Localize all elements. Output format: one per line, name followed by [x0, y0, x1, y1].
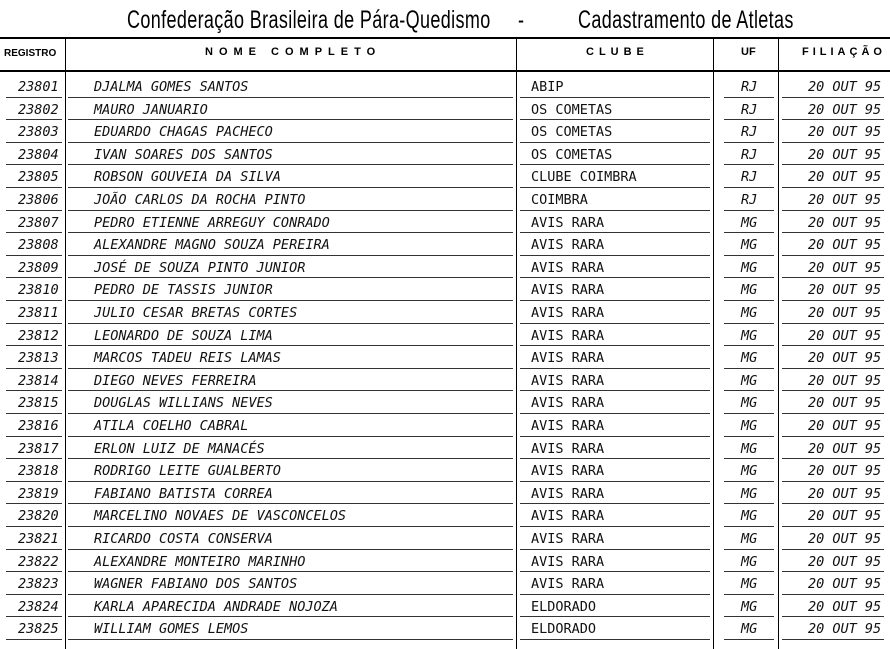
name-cell: KARLA APARECIDA ANDRADE NOJOZA — [94, 598, 338, 615]
state-cell: RJ — [741, 146, 758, 163]
name-cell: WAGNER FABIANO DOS SANTOS — [94, 576, 298, 593]
registro-cell: 23810 — [18, 282, 59, 299]
affiliation-date-cell: 20 OUT 95 — [808, 305, 882, 321]
row-rule — [6, 390, 62, 391]
row-rule — [724, 345, 774, 346]
row-rule — [520, 571, 710, 572]
row-rule — [520, 390, 710, 391]
row-rule — [520, 187, 710, 188]
name-cell: PEDRO ETIENNE ARREGUY CONRADO — [94, 214, 330, 231]
state-cell: RJ — [741, 192, 758, 208]
name-cell: ALEXANDRE MONTEIRO MARINHO — [94, 553, 306, 570]
row-rule — [6, 458, 62, 459]
row-rule — [68, 368, 513, 369]
row-rule — [782, 503, 884, 504]
column-header-registro: REGISTRO — [4, 48, 57, 59]
row-rule — [520, 616, 710, 617]
club-cell: AVIS RARA — [531, 327, 605, 344]
state-cell: MG — [741, 485, 758, 502]
name-cell: RICARDO COSTA CONSERVA — [94, 531, 273, 547]
row-rule — [782, 300, 884, 301]
table-row — [0, 234, 890, 257]
club-cell: AVIS RARA — [531, 485, 605, 502]
registro-cell: 23804 — [18, 146, 59, 163]
row-rule — [520, 639, 710, 640]
state-cell: MG — [741, 463, 758, 480]
table-row — [0, 483, 890, 506]
registro-cell: 23819 — [18, 485, 59, 502]
row-rule — [782, 277, 884, 278]
club-cell: AVIS RARA — [531, 440, 605, 457]
state-cell: MG — [741, 327, 758, 344]
row-rule — [6, 549, 62, 550]
row-rule — [782, 526, 884, 527]
row-rule — [6, 639, 62, 640]
club-cell: ELDORADO — [531, 598, 597, 615]
table-row — [0, 596, 890, 619]
row-rule — [520, 549, 710, 550]
row-rule — [724, 142, 774, 143]
name-cell: PEDRO DE TASSIS JUNIOR — [94, 282, 273, 299]
row-rule — [68, 210, 513, 211]
state-cell: MG — [741, 621, 758, 638]
row-rule — [782, 119, 884, 120]
name-cell: FABIANO BATISTA CORREA — [94, 485, 273, 502]
state-cell: RJ — [741, 169, 758, 186]
name-cell: MARCELINO NOVAES DE VASCONCELOS — [94, 508, 346, 525]
row-rule — [782, 323, 884, 324]
registro-cell: 23821 — [18, 531, 59, 547]
row-rule — [724, 119, 774, 120]
row-rule — [68, 300, 513, 301]
table-row — [0, 460, 890, 483]
registro-cell: 23807 — [18, 214, 59, 231]
affiliation-date-cell: 20 OUT 95 — [808, 101, 882, 118]
affiliation-date-cell: 20 OUT 95 — [808, 146, 882, 163]
registro-cell: 23802 — [18, 101, 59, 118]
registro-cell: 23817 — [18, 440, 59, 457]
row-rule — [520, 142, 710, 143]
row-rule — [6, 345, 62, 346]
row-rule — [6, 616, 62, 617]
row-rule — [520, 277, 710, 278]
row-rule — [6, 323, 62, 324]
row-rule — [68, 616, 513, 617]
club-cell: COIMBRA — [531, 192, 588, 208]
name-cell: JULIO CESAR BRETAS CORTES — [94, 305, 298, 321]
table-row — [0, 392, 890, 415]
name-cell: IVAN SOARES DOS SANTOS — [94, 146, 273, 163]
row-rule — [520, 436, 710, 437]
registro-cell: 23815 — [18, 395, 59, 412]
club-cell: ELDORADO — [531, 621, 597, 638]
affiliation-date-cell: 20 OUT 95 — [808, 598, 882, 615]
row-rule — [782, 549, 884, 550]
column-header-filiacao: FILIAÇÃO — [802, 46, 886, 58]
row-rule — [6, 368, 62, 369]
row-rule — [6, 436, 62, 437]
registro-cell: 23813 — [18, 350, 59, 367]
row-rule — [68, 481, 513, 482]
table-row — [0, 76, 890, 99]
row-rule — [724, 526, 774, 527]
row-rule — [520, 345, 710, 346]
row-rule — [782, 255, 884, 256]
state-cell: MG — [741, 553, 758, 570]
row-rule — [782, 232, 884, 233]
row-rule — [6, 210, 62, 211]
row-rule — [782, 210, 884, 211]
row-rule — [724, 639, 774, 640]
row-rule — [520, 210, 710, 211]
name-cell: LEONARDO DE SOUZA LIMA — [94, 327, 273, 344]
affiliation-date-cell: 20 OUT 95 — [808, 531, 882, 547]
row-rule — [68, 277, 513, 278]
column-header-clube: CLUBE — [586, 46, 649, 58]
row-rule — [724, 164, 774, 165]
affiliation-date-cell: 20 OUT 95 — [808, 440, 882, 457]
row-rule — [520, 526, 710, 527]
name-cell: DOUGLAS WILLIANS NEVES — [94, 395, 273, 412]
name-cell: ERLON LUIZ DE MANACÉS — [94, 440, 265, 457]
row-rule — [68, 255, 513, 256]
column-header-nome: NOME COMPLETO — [205, 46, 382, 58]
affiliation-date-cell: 20 OUT 95 — [808, 553, 882, 570]
table-row — [0, 212, 890, 235]
name-cell: RODRIGO LEITE GUALBERTO — [94, 463, 281, 480]
row-rule — [724, 300, 774, 301]
state-cell: MG — [741, 440, 758, 457]
document-title: Cadastramento de Atletas — [578, 6, 794, 34]
table-row — [0, 144, 890, 167]
affiliation-date-cell: 20 OUT 95 — [808, 463, 882, 480]
row-rule — [724, 323, 774, 324]
row-rule — [68, 571, 513, 572]
row-rule — [724, 97, 774, 98]
row-rule — [782, 345, 884, 346]
club-cell: AVIS RARA — [531, 395, 605, 412]
registro-cell: 23805 — [18, 169, 59, 186]
registro-cell: 23811 — [18, 305, 59, 321]
name-cell: JOSÉ DE SOUZA PINTO JUNIOR — [94, 259, 306, 276]
table-row — [0, 528, 890, 551]
affiliation-date-cell: 20 OUT 95 — [808, 169, 882, 186]
row-rule — [724, 436, 774, 437]
name-cell: DIEGO NEVES FERREIRA — [94, 372, 257, 389]
table-row — [0, 99, 890, 122]
row-rule — [68, 436, 513, 437]
row-rule — [520, 255, 710, 256]
table-header — [0, 39, 890, 72]
club-cell: AVIS RARA — [531, 372, 605, 389]
row-rule — [68, 594, 513, 595]
row-rule — [520, 594, 710, 595]
state-cell: RJ — [741, 79, 758, 95]
club-cell: AVIS RARA — [531, 214, 605, 231]
registro-cell: 23820 — [18, 508, 59, 525]
row-rule — [520, 97, 710, 98]
row-rule — [6, 503, 62, 504]
row-rule — [724, 549, 774, 550]
column-header-uf: UF — [741, 46, 756, 58]
row-rule — [724, 277, 774, 278]
row-rule — [782, 142, 884, 143]
table-row — [0, 618, 890, 641]
row-rule — [6, 164, 62, 165]
row-rule — [68, 97, 513, 98]
row-rule — [68, 187, 513, 188]
club-cell: OS COMETAS — [531, 124, 613, 141]
affiliation-date-cell: 20 OUT 95 — [808, 395, 882, 412]
row-rule — [782, 368, 884, 369]
row-rule — [6, 232, 62, 233]
affiliation-date-cell: 20 OUT 95 — [808, 372, 882, 389]
registro-cell: 23808 — [18, 237, 59, 254]
affiliation-date-cell: 20 OUT 95 — [808, 237, 882, 254]
row-rule — [6, 571, 62, 572]
row-rule — [6, 277, 62, 278]
club-cell: AVIS RARA — [531, 463, 605, 480]
registro-cell: 23816 — [18, 418, 59, 434]
row-rule — [520, 413, 710, 414]
table-row — [0, 438, 890, 461]
affiliation-date-cell: 20 OUT 95 — [808, 79, 882, 95]
registro-cell: 23801 — [18, 79, 59, 95]
club-cell: AVIS RARA — [531, 237, 605, 254]
registro-cell: 23825 — [18, 621, 59, 638]
club-cell: AVIS RARA — [531, 305, 605, 321]
registro-cell: 23823 — [18, 576, 59, 593]
club-cell: AVIS RARA — [531, 350, 605, 367]
row-rule — [6, 413, 62, 414]
state-cell: RJ — [741, 101, 758, 118]
table-row — [0, 121, 890, 144]
affiliation-date-cell: 20 OUT 95 — [808, 508, 882, 525]
row-rule — [68, 458, 513, 459]
registro-cell: 23824 — [18, 598, 59, 615]
state-cell: MG — [741, 259, 758, 276]
title-separator: - — [518, 6, 525, 34]
registro-cell: 23809 — [18, 259, 59, 276]
table-row — [0, 415, 890, 438]
row-rule — [6, 481, 62, 482]
registro-cell: 23812 — [18, 327, 59, 344]
row-rule — [724, 571, 774, 572]
name-cell: EDUARDO CHAGAS PACHECO — [94, 124, 273, 141]
registro-cell: 23803 — [18, 124, 59, 141]
row-rule — [68, 142, 513, 143]
row-rule — [782, 413, 884, 414]
row-rule — [782, 594, 884, 595]
name-cell: ROBSON GOUVEIA DA SILVA — [94, 169, 281, 186]
state-cell: MG — [741, 576, 758, 593]
row-rule — [520, 368, 710, 369]
row-rule — [782, 97, 884, 98]
row-rule — [6, 142, 62, 143]
row-rule — [520, 458, 710, 459]
document-header — [0, 4, 890, 36]
row-rule — [782, 458, 884, 459]
row-rule — [782, 164, 884, 165]
row-rule — [724, 616, 774, 617]
table-row — [0, 189, 890, 212]
row-rule — [520, 164, 710, 165]
row-rule — [782, 571, 884, 572]
affiliation-date-cell: 20 OUT 95 — [808, 282, 882, 299]
row-rule — [782, 639, 884, 640]
registro-cell: 23806 — [18, 192, 59, 208]
state-cell: MG — [741, 598, 758, 615]
row-rule — [782, 187, 884, 188]
club-cell: AVIS RARA — [531, 282, 605, 299]
affiliation-date-cell: 20 OUT 95 — [808, 124, 882, 141]
table-row — [0, 551, 890, 574]
row-rule — [6, 97, 62, 98]
state-cell: RJ — [741, 124, 758, 141]
table-row — [0, 370, 890, 393]
row-rule — [724, 458, 774, 459]
club-cell: AVIS RARA — [531, 576, 605, 593]
row-rule — [724, 368, 774, 369]
row-rule — [68, 549, 513, 550]
club-cell: ABIP — [531, 79, 564, 95]
name-cell: ALEXANDRE MAGNO SOUZA PEREIRA — [94, 237, 330, 254]
table-row — [0, 505, 890, 528]
table-row — [0, 325, 890, 348]
affiliation-date-cell: 20 OUT 95 — [808, 214, 882, 231]
row-rule — [6, 594, 62, 595]
table-row — [0, 302, 890, 325]
table-row — [0, 347, 890, 370]
name-cell: MARCOS TADEU REIS LAMAS — [94, 350, 281, 367]
state-cell: MG — [741, 395, 758, 412]
row-rule — [520, 119, 710, 120]
club-cell: CLUBE COIMBRA — [531, 169, 637, 186]
row-rule — [724, 255, 774, 256]
row-rule — [68, 323, 513, 324]
state-cell: MG — [741, 531, 758, 547]
state-cell: MG — [741, 305, 758, 321]
row-rule — [520, 300, 710, 301]
registro-cell: 23822 — [18, 553, 59, 570]
name-cell: WILLIAM GOMES LEMOS — [94, 621, 249, 638]
row-rule — [6, 526, 62, 527]
name-cell: DJALMA GOMES SANTOS — [94, 79, 249, 95]
row-rule — [68, 413, 513, 414]
row-rule — [724, 210, 774, 211]
affiliation-date-cell: 20 OUT 95 — [808, 259, 882, 276]
athlete-register-table — [0, 37, 890, 649]
row-rule — [724, 187, 774, 188]
row-rule — [6, 187, 62, 188]
table-row — [0, 279, 890, 302]
name-cell: MAURO JANUARIO — [94, 101, 208, 118]
affiliation-date-cell: 20 OUT 95 — [808, 576, 882, 593]
club-cell: AVIS RARA — [531, 259, 605, 276]
state-cell: MG — [741, 418, 758, 434]
affiliation-date-cell: 20 OUT 95 — [808, 621, 882, 638]
state-cell: MG — [741, 214, 758, 231]
state-cell: MG — [741, 237, 758, 254]
row-rule — [6, 255, 62, 256]
registro-cell: 23818 — [18, 463, 59, 480]
club-cell: AVIS RARA — [531, 418, 605, 434]
row-rule — [520, 232, 710, 233]
row-rule — [724, 503, 774, 504]
affiliation-date-cell: 20 OUT 95 — [808, 192, 882, 208]
row-rule — [68, 503, 513, 504]
row-rule — [68, 164, 513, 165]
state-cell: MG — [741, 372, 758, 389]
club-cell: OS COMETAS — [531, 101, 613, 118]
name-cell: ATILA COELHO CABRAL — [94, 418, 249, 434]
club-cell: AVIS RARA — [531, 531, 605, 547]
row-rule — [724, 481, 774, 482]
row-rule — [520, 323, 710, 324]
row-rule — [6, 119, 62, 120]
row-rule — [724, 413, 774, 414]
state-cell: MG — [741, 282, 758, 299]
club-cell: OS COMETAS — [531, 146, 613, 163]
row-rule — [6, 300, 62, 301]
club-cell: AVIS RARA — [531, 553, 605, 570]
row-rule — [68, 526, 513, 527]
row-rule — [724, 594, 774, 595]
club-cell: AVIS RARA — [531, 508, 605, 525]
table-row — [0, 257, 890, 280]
affiliation-date-cell: 20 OUT 95 — [808, 485, 882, 502]
row-rule — [520, 503, 710, 504]
table-row — [0, 166, 890, 189]
table-row — [0, 573, 890, 596]
affiliation-date-cell: 20 OUT 95 — [808, 418, 882, 434]
row-rule — [782, 436, 884, 437]
state-cell: MG — [741, 350, 758, 367]
organization-title: Confederação Brasileira de Pára-Quedismo — [127, 6, 491, 34]
row-rule — [724, 390, 774, 391]
row-rule — [68, 390, 513, 391]
affiliation-date-cell: 20 OUT 95 — [808, 327, 882, 344]
registro-cell: 23814 — [18, 372, 59, 389]
row-rule — [520, 481, 710, 482]
row-rule — [724, 232, 774, 233]
affiliation-date-cell: 20 OUT 95 — [808, 350, 882, 367]
name-cell: JOÃO CARLOS DA ROCHA PINTO — [94, 192, 306, 208]
row-rule — [68, 119, 513, 120]
row-rule — [782, 481, 884, 482]
row-rule — [782, 616, 884, 617]
state-cell: MG — [741, 508, 758, 525]
row-rule — [68, 345, 513, 346]
row-rule — [68, 639, 513, 640]
row-rule — [68, 232, 513, 233]
row-rule — [782, 390, 884, 391]
